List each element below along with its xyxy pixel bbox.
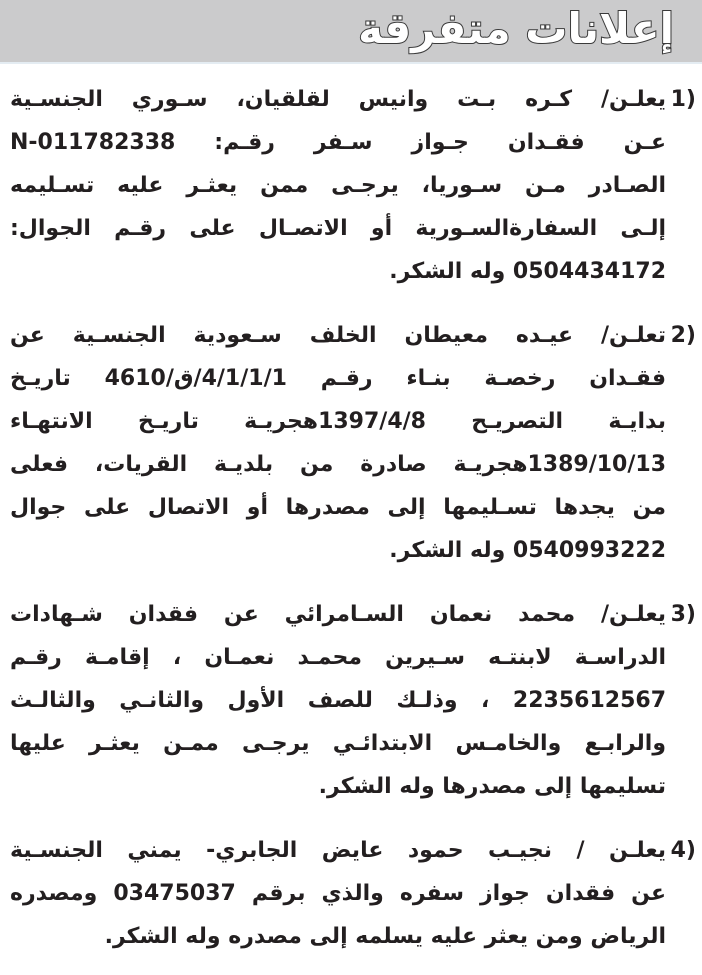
ad-text-line: 0540993222 وله الشكر.	[389, 538, 666, 563]
section-title: إعلانات متفرقة	[358, 4, 674, 53]
ad-text-line: من يجدها تسـليمها إلى مصدرها أو الاتصال على جوال	[10, 495, 666, 520]
ad-number: 3)	[670, 602, 696, 627]
ad-number: 1)	[670, 87, 696, 112]
ad-text-line: عـن فقـدان جـواز سـفر رقـم: N-011782338	[10, 130, 666, 155]
ad-text-line: الرياض ومن يعثر عليه يسلمه إلى مصدره وله الشكر.	[104, 924, 666, 949]
classified-ad	[0, 829, 702, 958]
ad-text-line: يعلـن/ كـره بـت وانيس لقلقيان، سـوري الجنسـية	[10, 87, 666, 112]
ad-text-line: 1389/10/13هجريـة صادرة من بلديـة القريات، فعلى	[10, 452, 666, 477]
ad-text-line: الصـادر مـن سـوريا، يرجـى ممن يعثـر عليه تسـليمه	[10, 173, 666, 198]
classified-ad	[0, 593, 702, 808]
ad-text-line: عن فقدان جواز سفره والذي برقم 03475037 ومصدره	[10, 881, 666, 906]
classified-ad	[0, 78, 702, 293]
ad-text-line: بدايـة التصريـح 1397/4/8هجريـة تاريـخ الانتهـاء	[10, 409, 666, 434]
ad-text-line: يعلـن/ محمد نعمان السـامرائي عن فقدان شـهادات	[10, 602, 666, 627]
ad-text-line: 0504434172 وله الشكر.	[389, 259, 666, 284]
classified-ad	[0, 314, 702, 572]
ad-number: 2)	[670, 323, 696, 348]
ad-number: 4)	[670, 838, 696, 863]
ad-text-line: يعلـن / نجيـب حمود عايض الجابري- يمني الجنسـية	[10, 838, 666, 863]
ad-text-line: 2235612567 ، وذلـك للصف الأول والثانـي والثالـث	[10, 688, 666, 713]
ad-text-line: تسليمها إلى مصدرها وله الشكر.	[318, 774, 666, 799]
section-header	[0, 0, 702, 64]
ad-text-line: والرابـع والخامـس الابتدائـي يرجـى ممـن يعثـر عليها	[10, 731, 666, 756]
ad-text-line: إلـى السفارةالسـورية أو الاتصـال على رقـم الجوال:	[10, 216, 666, 241]
ad-text-line: الدراسـة لابنتـه سـيرين محمـد نعمـان ، إقامـة رقـم	[10, 645, 666, 670]
ad-text-line: تعلـن/ عيـده معيطان الخلف سـعودية الجنسـية عن	[10, 323, 666, 348]
ad-text-line: فقـدان رخصـة بنـاء رقـم 4/1/1/1/ق/4610 تاريـخ	[10, 366, 667, 391]
classified-ads-list	[0, 64, 702, 958]
